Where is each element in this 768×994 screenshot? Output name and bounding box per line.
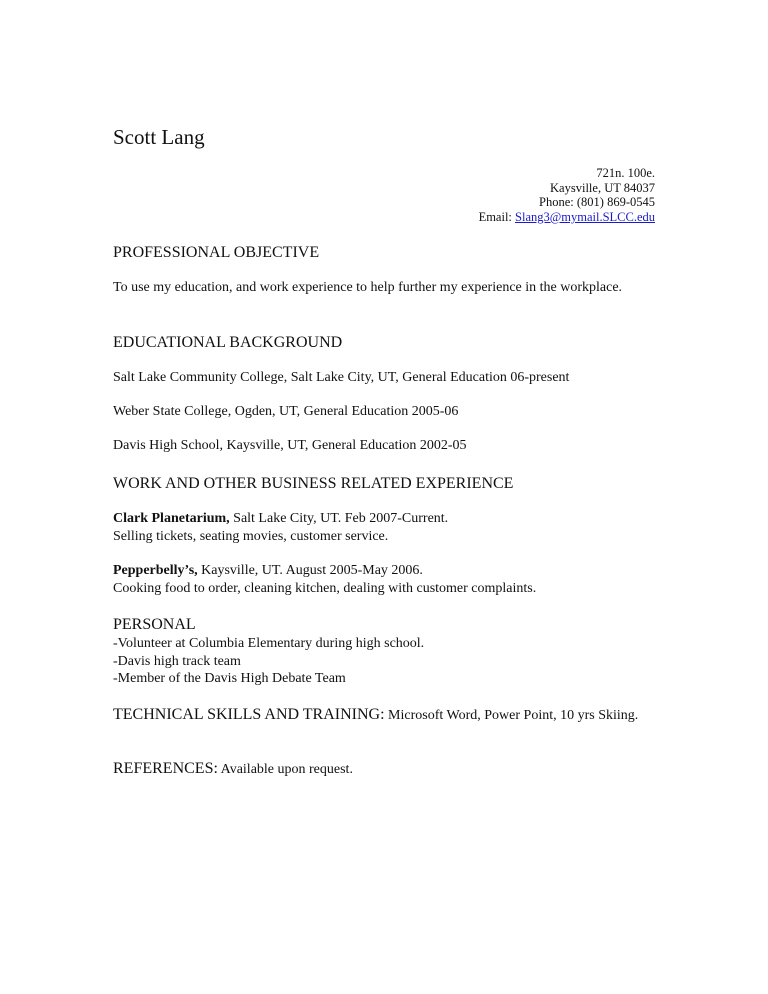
job-employer: Clark Planetarium,	[113, 511, 230, 526]
personal-heading: PERSONAL	[113, 616, 196, 633]
skills-paragraph	[113, 705, 658, 725]
references-section	[113, 759, 658, 779]
objective-section	[113, 243, 658, 297]
references-text: Available upon request.	[217, 762, 353, 777]
references-paragraph	[113, 759, 658, 779]
skills-heading: TECHNICAL SKILLS AND TRAINING:	[113, 706, 385, 723]
job-duties: Cooking food to order, cleaning kitchen, dealing with customer complaints.	[113, 580, 537, 596]
objective-text: To use my education, and work experience to help further my experience in the workplace.	[113, 280, 623, 295]
education-heading: EDUCATIONAL BACKGROUND	[113, 334, 343, 351]
education-entry: Davis High School, Kaysville, UT, General Education 2002-05	[113, 438, 467, 453]
personal-item: -Member of the Davis High Debate Team	[113, 671, 346, 686]
resume-name: Scott Lang	[113, 125, 205, 149]
work-section	[113, 474, 658, 597]
job-entry	[113, 510, 658, 545]
job-duties: Selling tickets, seating movies, customer service.	[113, 528, 389, 544]
personal-item: -Davis high track team	[113, 653, 241, 669]
job-title-line	[113, 510, 658, 528]
references-heading: REFERENCES:	[113, 760, 218, 777]
job-details: Salt Lake City, UT. Feb 2007-Current.	[229, 511, 449, 526]
personal-item: -Volunteer at Columbia Elementary during high school.	[113, 636, 425, 651]
email-link[interactable]: Slang3@mymail.SLCC.edu	[515, 209, 655, 224]
street-address: 721n. 100e.	[596, 166, 655, 180]
city-state-zip: Kaysville, UT 84037	[550, 180, 655, 195]
job-entry	[113, 562, 658, 597]
job-details: Kaysville, UT. August 2005-May 2006.	[197, 563, 423, 578]
education-entry: Weber State College, Ogden, UT, General Education 2005-06	[113, 403, 459, 419]
skills-text: Microsoft Word, Power Point, 10 yrs Skiing.	[384, 708, 639, 723]
job-title-line	[113, 562, 658, 580]
phone-number: Phone: (801) 869-0545	[539, 195, 655, 210]
email-label: Email:	[478, 209, 516, 224]
personal-section	[113, 615, 658, 688]
contact-block	[479, 166, 655, 224]
education-section	[113, 333, 658, 455]
email-line	[479, 210, 655, 225]
education-entry: Salt Lake Community College, Salt Lake City, UT, General Education 06-present	[113, 370, 570, 385]
work-heading: WORK AND OTHER BUSINESS RELATED EXPERIENCE	[113, 475, 514, 492]
skills-section	[113, 705, 658, 725]
job-employer: Pepperbelly’s,	[113, 563, 198, 578]
objective-heading: PROFESSIONAL OBJECTIVE	[113, 244, 320, 261]
